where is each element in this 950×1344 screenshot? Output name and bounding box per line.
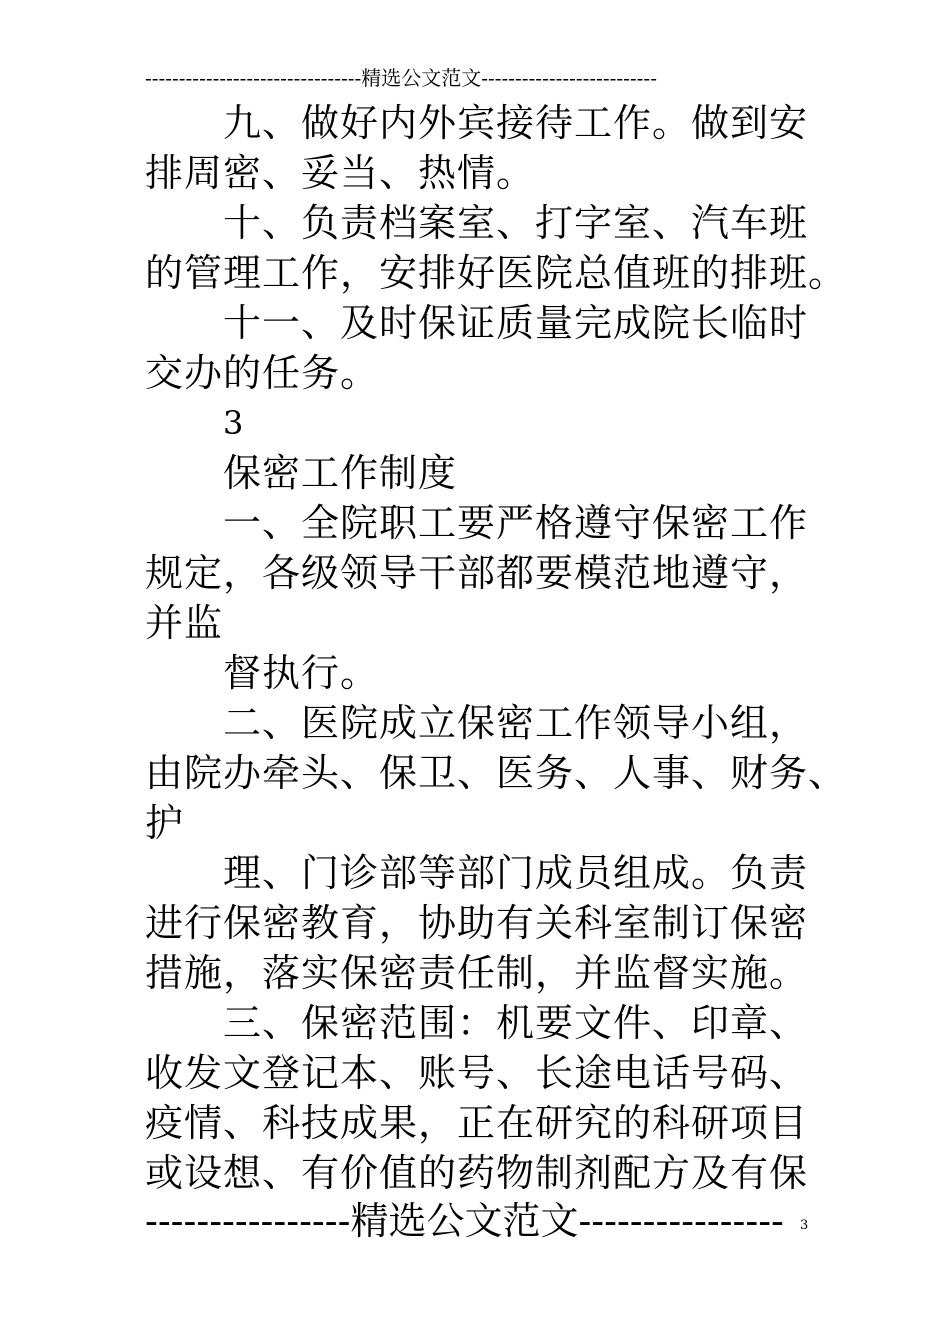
paragraph-line: 理、门诊部等部门成员组成。负责	[223, 851, 809, 895]
paragraph-line: 并监	[145, 601, 224, 645]
paragraph-line: 措施，落实保密责任制，并监督实施。	[145, 951, 809, 995]
paragraph-line: 护	[145, 801, 185, 845]
paragraph-line: 三、保密范围：机要文件、印章、	[223, 1001, 809, 1045]
paragraph-line: 或设想、有价值的药物制剂配方及有保	[145, 1151, 809, 1195]
section-title: 保密工作制度	[223, 451, 458, 495]
paragraph-line: 督执行。	[223, 651, 380, 695]
page-number: 3	[800, 1218, 809, 1233]
paragraph-line: 进行保密教育，协助有关科室制订保密	[145, 901, 809, 945]
page-footer: ----------------精选公文范文----------------	[145, 1199, 784, 1243]
paragraph-line: 由院办牵头、保卫、医务、人事、财务、	[145, 751, 848, 795]
paragraph-line: 十、负责档案室、打字室、汽车班	[223, 201, 809, 245]
section-number: 3	[223, 404, 245, 442]
paragraph-line: 收发文登记本、账号、长途电话号码、	[145, 1051, 809, 1095]
paragraph-line: 疫情、科技成果，正在研究的科研项目	[145, 1101, 809, 1145]
paragraph-line: 九、做好内外宾接待工作。做到安	[223, 101, 809, 145]
paragraph-line: 排周密、妥当、热情。	[145, 151, 536, 195]
page-header: --------------------------------精选公文范文--------------------------	[145, 66, 657, 90]
paragraph-line: 规定，各级领导干部都要模范地遵守，	[145, 551, 809, 595]
paragraph-line: 二、医院成立保密工作领导小组，	[223, 701, 809, 745]
paragraph-line: 十一、及时保证质量完成院长临时	[223, 301, 809, 345]
paragraph-line: 的管理工作，安排好医院总值班的排班。	[145, 251, 848, 295]
paragraph-line: 一、全院职工要严格遵守保密工作	[223, 501, 809, 545]
document-body	[145, 98, 848, 1198]
paragraph-line: 交办的任务。	[145, 351, 380, 395]
